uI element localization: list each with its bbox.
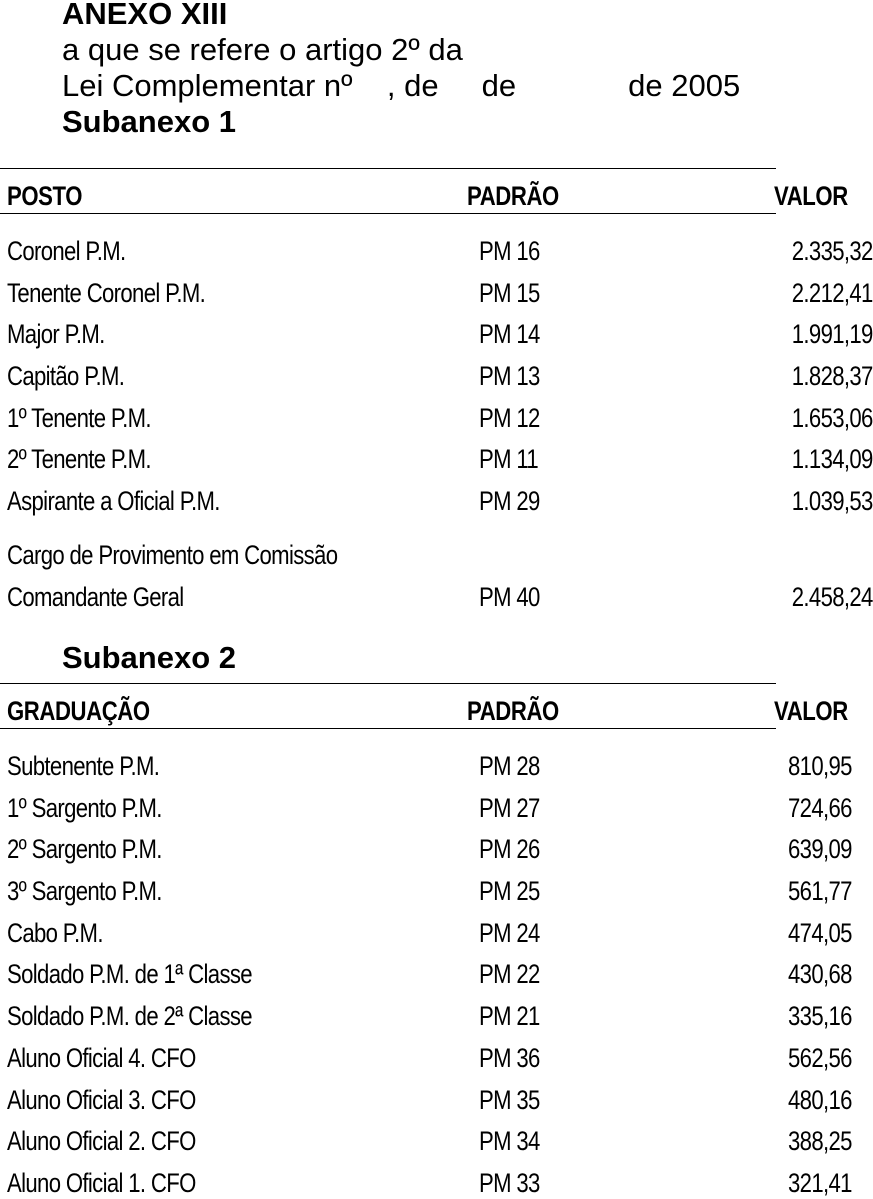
table-row: 1º Tenente P.M. PM 12 1.653,06 <box>7 402 873 433</box>
table-row: Soldado P.M. de 2ª Classe PM 21 335,16 <box>7 1001 852 1032</box>
table-row: 1º Sargento P.M. PM 27 724,66 <box>7 792 852 823</box>
table-row: Aluno Oficial 2. CFO PM 34 388,25 <box>7 1126 852 1157</box>
header-line-2: Lei Complementar nº , de de de 2005 <box>62 68 741 103</box>
table-row: Major P.M. PM 14 1.991,19 <box>7 319 873 350</box>
table-row: 2º Sargento P.M. PM 26 639,09 <box>7 834 852 865</box>
table-row: 3º Sargento P.M. PM 25 561,77 <box>7 876 852 907</box>
table-subanexo-2 <box>0 683 852 1198</box>
subanexo-1-title: Subanexo 1 <box>62 104 236 139</box>
table-row: Aluno Oficial 3. CFO PM 35 480,16 <box>7 1084 852 1115</box>
table-row: Aluno Oficial 4. CFO PM 36 562,56 <box>7 1042 852 1073</box>
table-body <box>0 224 873 517</box>
table-row: 2º Tenente P.M. PM 11 1.134,09 <box>7 444 873 475</box>
table-row: Aluno Oficial 1. CFO PM 33 321,41 <box>7 1167 852 1198</box>
table-row: Cabo P.M. PM 24 474,05 <box>7 917 852 948</box>
comissao-label-row: Cargo de Provimento em Comissão <box>7 539 338 570</box>
subanexo-2-title: Subanexo 2 <box>62 640 236 675</box>
table-header: POSTO PADRÃO VALOR <box>0 168 776 214</box>
table-row: Comandante Geral PM 40 2.458,24 <box>7 581 873 612</box>
table-header: GRADUAÇÃO PADRÃO VALOR <box>0 683 776 729</box>
table-row: Subtenente P.M. PM 28 810,95 <box>7 751 852 781</box>
table-row: Capitão P.M. PM 13 1.828,37 <box>7 361 873 392</box>
table-body <box>0 739 852 1198</box>
annex-title: ANEXO XIII <box>62 0 228 31</box>
table-subanexo-1 <box>0 168 873 612</box>
table-row: Aspirante a Oficial P.M. PM 29 1.039,53 <box>7 486 873 517</box>
table-row: Coronel P.M. PM 16 2.335,32 <box>7 236 873 266</box>
header-line-1: a que se refere o artigo 2º da <box>62 32 463 67</box>
document-header <box>62 0 740 140</box>
table-row: Tenente Coronel P.M. PM 15 2.212,41 <box>7 277 873 308</box>
table-row: Soldado P.M. de 1ª Classe PM 22 430,68 <box>7 959 852 990</box>
